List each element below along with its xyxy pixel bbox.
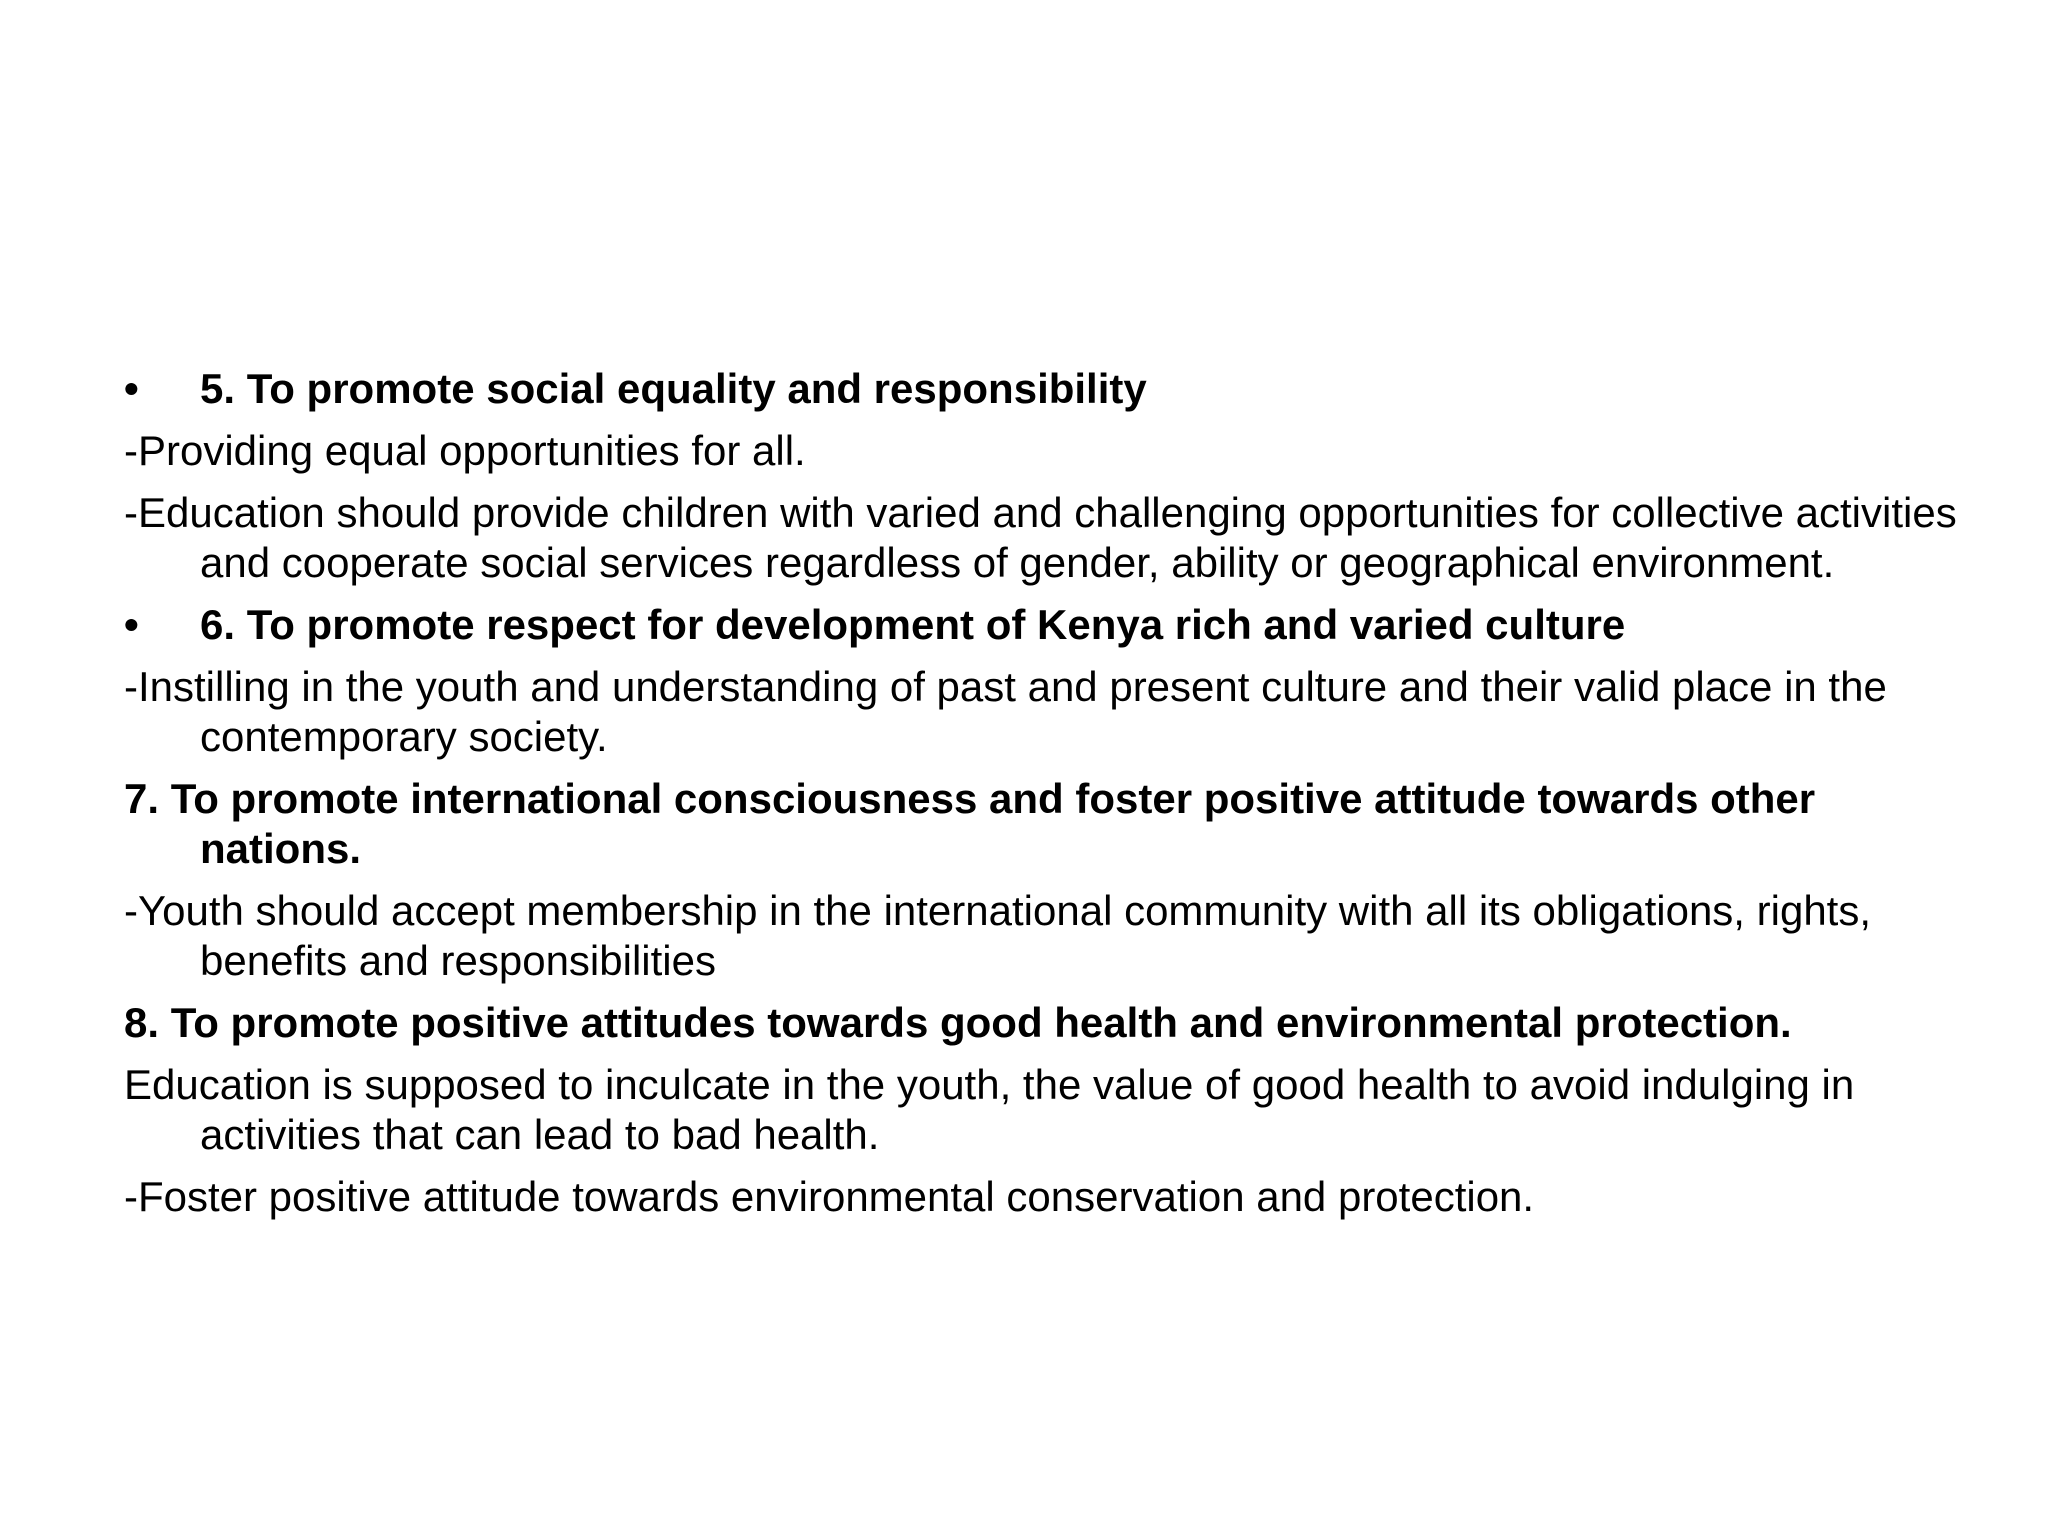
heading-8: 8. To promote positive attitudes towards good health and environmental protection. <box>124 999 1792 1046</box>
body-text: -Education should provide children with varied and challenging opportunities for collective activities and cooperate social services regardless of gender, ability or geographical environment. <box>124 489 1957 586</box>
bullet-heading-6 <box>124 600 1984 650</box>
body-text: -Providing equal opportunities for all. <box>124 427 806 474</box>
body-text: -Foster positive attitude towards environmental conservation and protection. <box>124 1173 1535 1220</box>
body-text: Education is supposed to inculcate in the youth, the value of good health to avoid indulging in activities that can lead to bad health. <box>124 1061 1855 1158</box>
heading-text: 6. To promote respect for development of Kenya rich and varied culture <box>200 601 1626 648</box>
bullet-marker: • <box>124 365 139 412</box>
bullet-heading-5 <box>124 364 1984 414</box>
body-text: -Youth should accept membership in the international community with all its obligations, rights, benefits and responsibilities <box>124 887 1872 984</box>
heading-text: 5. To promote social equality and responsibility <box>200 365 1147 412</box>
bullet-marker: • <box>124 601 139 648</box>
body-text: -Instilling in the youth and understanding of past and present culture and their valid place in the contemporary society. <box>124 663 1887 760</box>
heading-7: 7. To promote international consciousness and foster positive attitude towards other nations. <box>124 775 1816 872</box>
slide-body <box>124 364 1984 1222</box>
